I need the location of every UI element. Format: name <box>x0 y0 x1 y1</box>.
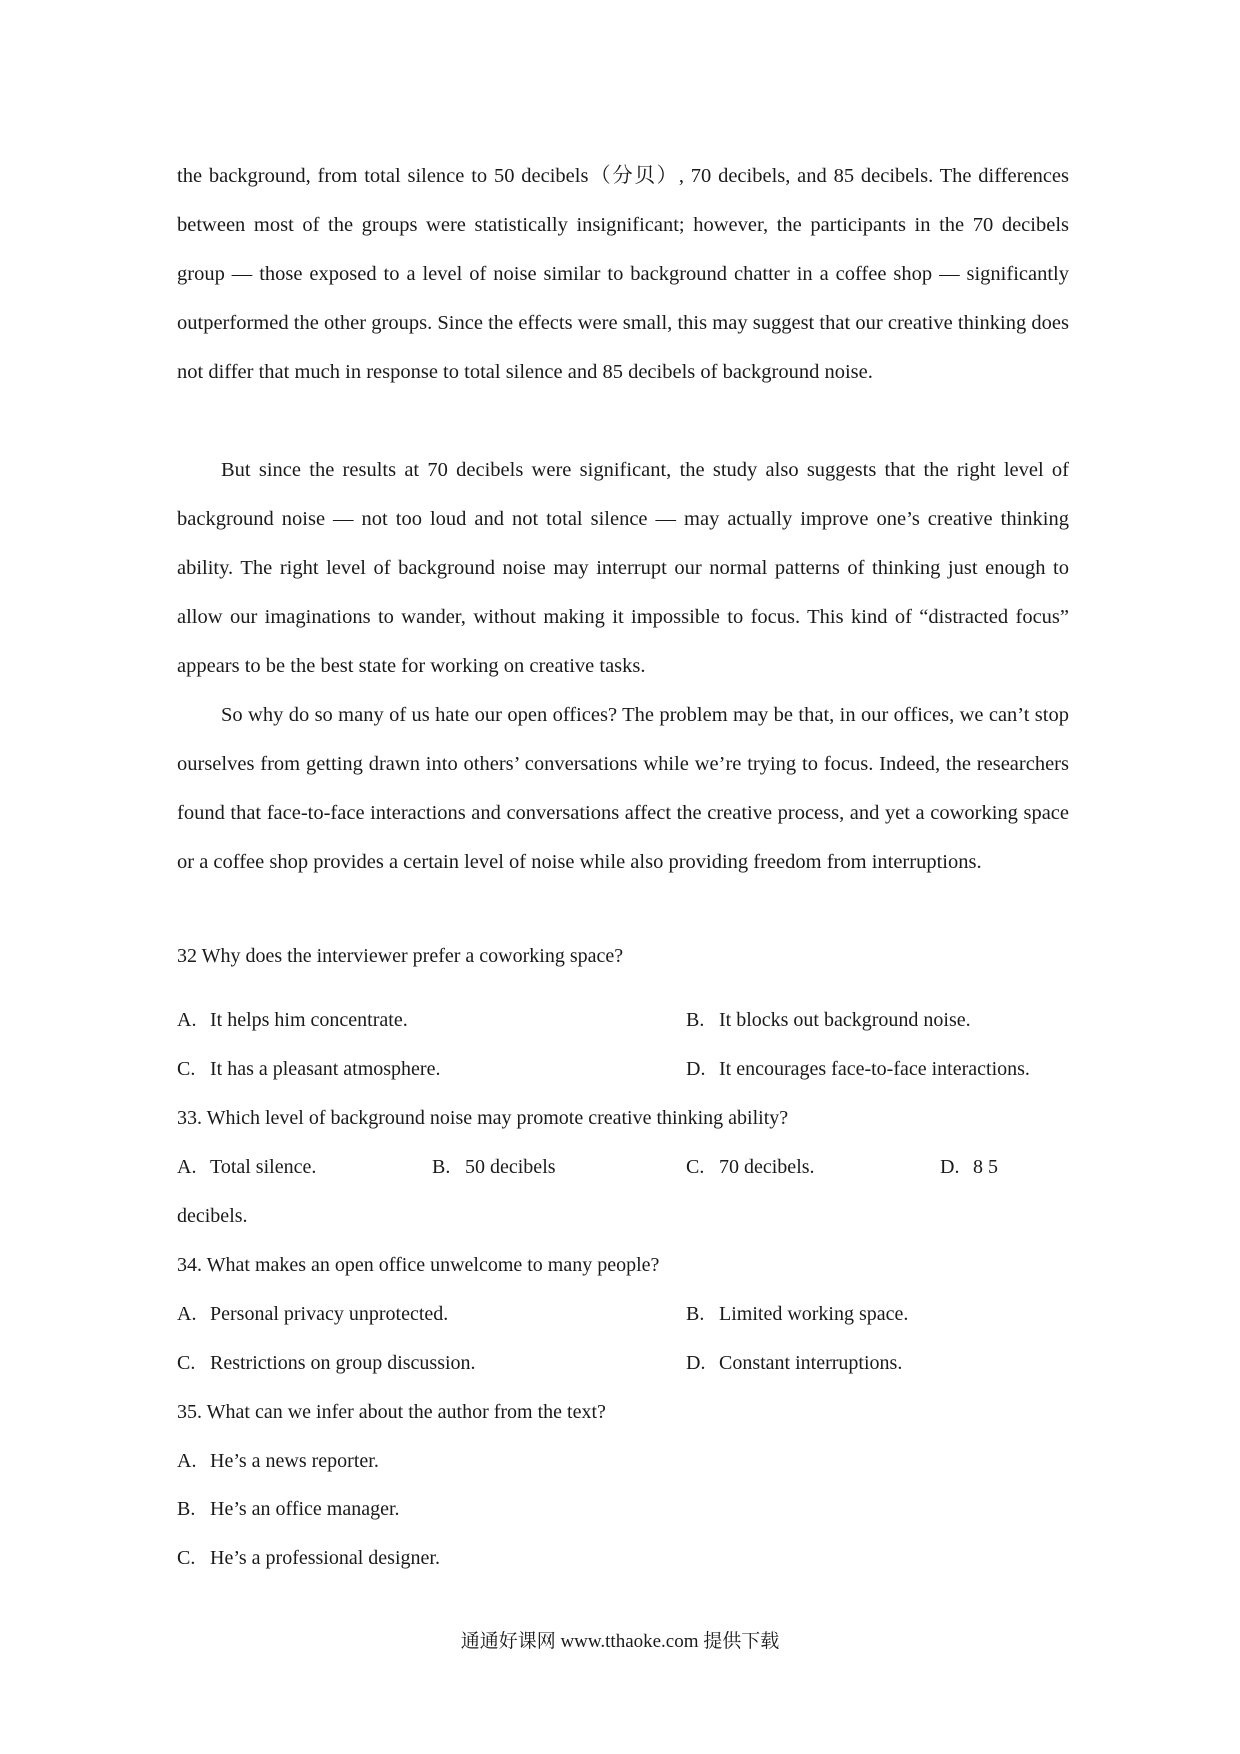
passage-paragraph-3: So why do so many of us hate our open offices? The problem may be that, in our offices, we can’t stop ourselves from getting drawn into others’ conversations while we’re trying to focus. Indeed, the researchers found that face-to-face interactions and conversations affect the creative process, and yet a coworking space or a coffee shop provides a certain level of noise while also providing freedom from interruptions. <box>177 704 1069 873</box>
option-text: Personal privacy unprotected. <box>210 1303 449 1325</box>
option-letter: B. <box>686 1303 705 1325</box>
passage-paragraph-1: the background, from total silence to 50 decibels（分贝）, 70 decibels, and 85 decibels. The differences between most of the groups were statistically insignificant; however, the participants in the 70 decibels group — those exposed to a level of noise similar to background chatter in a coffee shop — significantly outperformed the other groups. Since the effects were small, this may suggest that our creative thinking does not differ that much in response to total silence and 85 decibels of background noise. <box>177 165 1069 383</box>
question-32-option-d <box>686 1055 1030 1083</box>
option-letter: C. <box>177 1352 196 1374</box>
question-32-option-c <box>177 1055 440 1083</box>
option-text: It helps him concentrate. <box>210 1009 408 1031</box>
option-text: It blocks out background noise. <box>719 1009 971 1031</box>
option-letter: C. <box>177 1547 196 1569</box>
question-35-option-c <box>177 1544 440 1572</box>
option-letter: A. <box>177 1303 197 1325</box>
question-32-stem: 32 Why does the interviewer prefer a coworking space? <box>177 945 624 967</box>
option-letter: C. <box>177 1058 196 1080</box>
question-33-option-d <box>940 1153 998 1181</box>
option-text: He’s a professional designer. <box>210 1547 440 1569</box>
question-32-option-a <box>177 1006 408 1034</box>
option-letter: A. <box>177 1450 197 1472</box>
question-35-stem: 35. What can we infer about the author from the text? <box>177 1401 606 1423</box>
option-letter: D. <box>686 1058 706 1080</box>
question-33-option-b <box>432 1153 556 1181</box>
option-letter: B. <box>686 1009 705 1031</box>
question-34-stem: 34. What makes an open office unwelcome to many people? <box>177 1254 660 1276</box>
question-32-option-b <box>686 1006 971 1034</box>
page-footer: 通通好课网 www.tthaoke.com 提供下载 <box>460 1631 780 1652</box>
option-text: 70 decibels. <box>719 1156 815 1178</box>
option-text: It encourages face-to-face interactions. <box>719 1058 1030 1080</box>
option-letter: A. <box>177 1156 197 1178</box>
option-letter: C. <box>686 1156 705 1178</box>
option-text: It has a pleasant atmosphere. <box>210 1058 441 1080</box>
question-35-option-a <box>177 1447 379 1475</box>
question-33-stem: 33. Which level of background noise may promote creative thinking ability? <box>177 1107 789 1129</box>
option-letter: B. <box>177 1498 196 1520</box>
option-text: Total silence. <box>210 1156 317 1178</box>
option-text: 50 decibels <box>465 1156 556 1178</box>
question-34-option-a <box>177 1300 448 1328</box>
question-34-option-c <box>177 1349 476 1377</box>
question-33-option-d-wrap: decibels. <box>177 1205 248 1227</box>
option-text: He’s an office manager. <box>210 1498 400 1520</box>
option-letter: A. <box>177 1009 197 1031</box>
question-33-option-c <box>686 1153 815 1181</box>
question-34-option-d <box>686 1349 902 1377</box>
option-text: Limited working space. <box>719 1303 909 1325</box>
option-text: Constant interruptions. <box>719 1352 903 1374</box>
question-34-option-b <box>686 1300 908 1328</box>
passage-paragraph-2: But since the results at 70 decibels were significant, the study also suggests that the right level of background noise — not too loud and not total silence — may actually improve one’s creative thinking ability. The right level of background noise may interrupt our normal patterns of thinking just enough to allow our imaginations to wander, without making it impossible to focus. This kind of “distracted focus” appears to be the best state for working on creative tasks. <box>177 459 1069 677</box>
question-35-option-b <box>177 1495 400 1523</box>
question-33-option-a <box>177 1153 316 1181</box>
option-text: Restrictions on group discussion. <box>210 1352 476 1374</box>
option-letter: D. <box>686 1352 706 1374</box>
option-text: He’s a news reporter. <box>210 1450 379 1472</box>
option-letter: D. <box>940 1156 960 1178</box>
option-letter: B. <box>432 1156 451 1178</box>
option-text: 8 5 <box>973 1156 998 1178</box>
